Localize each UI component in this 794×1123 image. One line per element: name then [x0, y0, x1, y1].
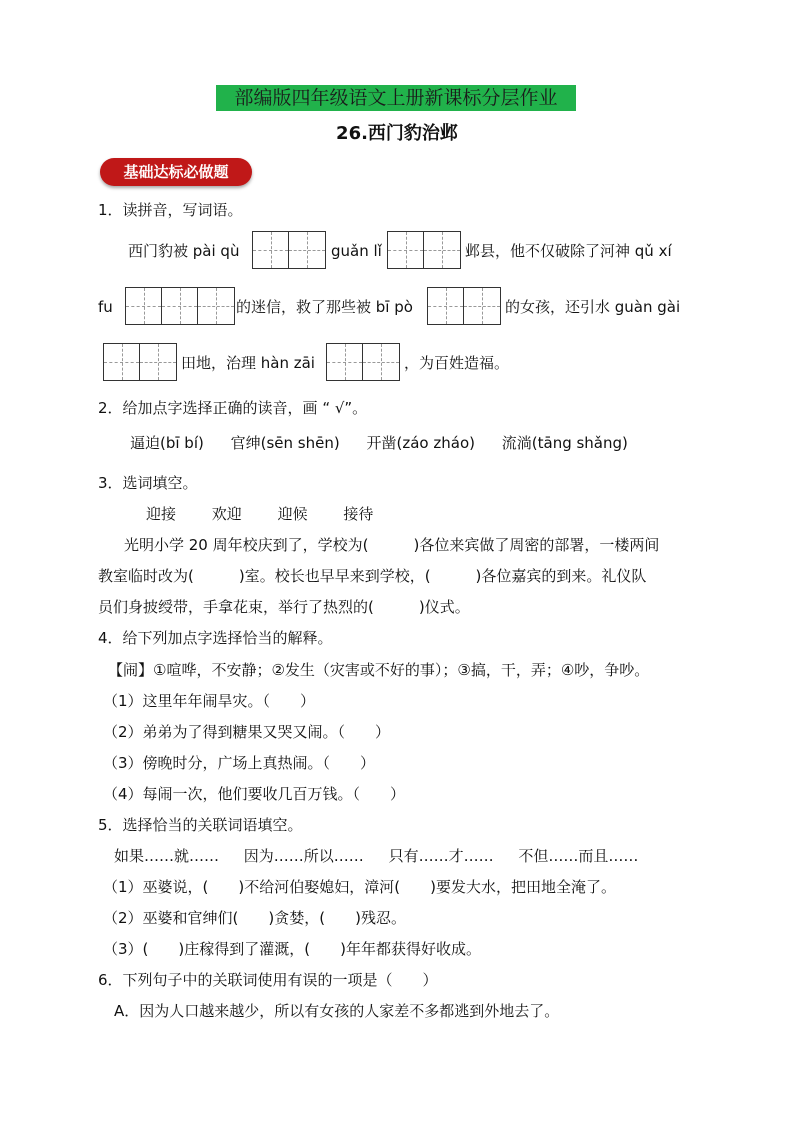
- q2-option[interactable]: 逼迫(bī bí): [130, 434, 204, 452]
- q3-passage-line-3: 员们身披绶带，手拿花束，举行了热烈的( )仪式。: [98, 598, 470, 616]
- q1-text-2: guǎn lǐ: [331, 242, 382, 260]
- q1-text-1: 西门豹被 pài qù: [128, 242, 240, 260]
- conjunction-option: 只有……才……: [388, 847, 494, 865]
- q3-word-bank: [146, 504, 373, 524]
- q4-item: （1）这里年年闹旱灾。（ ）: [103, 692, 316, 710]
- q6-option-a[interactable]: A．因为人口越来越少，所以有女孩的人家差不多都逃到外地去了。: [114, 1002, 560, 1020]
- word-option: 迎接: [146, 505, 177, 523]
- conjunction-option: 如果……就……: [114, 847, 220, 865]
- writing-grid-3[interactable]: [125, 287, 235, 325]
- q2-option[interactable]: 开凿(záo zháo): [366, 434, 475, 452]
- word-option: 欢迎: [211, 505, 242, 523]
- q2-option[interactable]: 官绅(sēn shēn): [230, 434, 340, 452]
- q4-item: （3）傍晚时分，广场上真热闹。（ ）: [103, 754, 376, 772]
- q1-text-7: 田地，治理 hàn zāi: [181, 354, 315, 372]
- writing-grid-4[interactable]: [427, 287, 501, 325]
- q5-word-bank: [114, 846, 638, 866]
- q5-item: （3）( )庄稼得到了灌溉，( )年年都获得好收成。: [103, 940, 481, 958]
- word-option: 迎候: [277, 505, 308, 523]
- q1-text-4: fu: [98, 298, 113, 316]
- q3-title: 3．选词填空。: [98, 474, 198, 492]
- conjunction-option: 不但……而且……: [518, 847, 639, 865]
- q1-text-8: ，为百姓造福。: [404, 354, 510, 372]
- q6-title: 6．下列句子中的关联词使用有误的一项是（ ）: [98, 971, 438, 989]
- conjunction-option: 因为……所以……: [243, 847, 364, 865]
- worksheet-banner: 部编版四年级语文上册新课标分层作业: [216, 85, 576, 111]
- writing-grid-6[interactable]: [326, 343, 400, 381]
- q4-item: （4）每闹一次，他们要收几百万钱。（ ）: [103, 785, 406, 803]
- q4-title: 4．给下列加点字选择恰当的解释。: [98, 629, 333, 647]
- q5-title: 5．选择恰当的关联词语填空。: [98, 816, 303, 834]
- q1-text-6: 的女孩，还引水 guàn gài: [505, 298, 681, 316]
- q2-title: 2．给加点字选择正确的读音，画 “ √”。: [98, 399, 368, 417]
- q4-definition: 【闹】①喧哗，不安静；②发生（灾害或不好的事）；③搞，干，弄；④吵，争吵。: [108, 661, 650, 679]
- writing-grid-5[interactable]: [103, 343, 177, 381]
- q3-passage-line-1: 光明小学 20 周年校庆到了，学校为( )各位来宾做了周密的部署，一楼两间: [124, 536, 660, 554]
- q2-options: [130, 433, 628, 453]
- q2-option[interactable]: 流淌(tāng shǎng): [501, 434, 628, 452]
- q3-passage-line-2: 教室临时改为( )室。校长也早早来到学校，( )各位嘉宾的到来。礼仪队: [98, 567, 647, 585]
- writing-grid-2[interactable]: [387, 231, 461, 269]
- q1-title: 1．读拼音，写词语。: [98, 201, 243, 219]
- q5-item: （1）巫婆说，( )不给河伯娶媳妇，漳河( )要发大水，把田地全淹了。: [103, 878, 616, 896]
- word-option: 接待: [343, 505, 374, 523]
- lesson-title: 26.西门豹治邺: [336, 123, 458, 144]
- q1-text-5: 的迷信，救了那些被 bī pò: [236, 298, 413, 316]
- q4-item: （2）弟弟为了得到糖果又哭又闹。（ ）: [103, 723, 391, 741]
- q1-text-3: 邺县，他不仅破除了河神 qǔ xí: [465, 242, 672, 260]
- q5-item: （2）巫婆和官绅们( )贪婪，( )残忍。: [103, 909, 406, 927]
- writing-grid-1[interactable]: [252, 231, 326, 269]
- section-badge: 基础达标必做题: [100, 158, 252, 186]
